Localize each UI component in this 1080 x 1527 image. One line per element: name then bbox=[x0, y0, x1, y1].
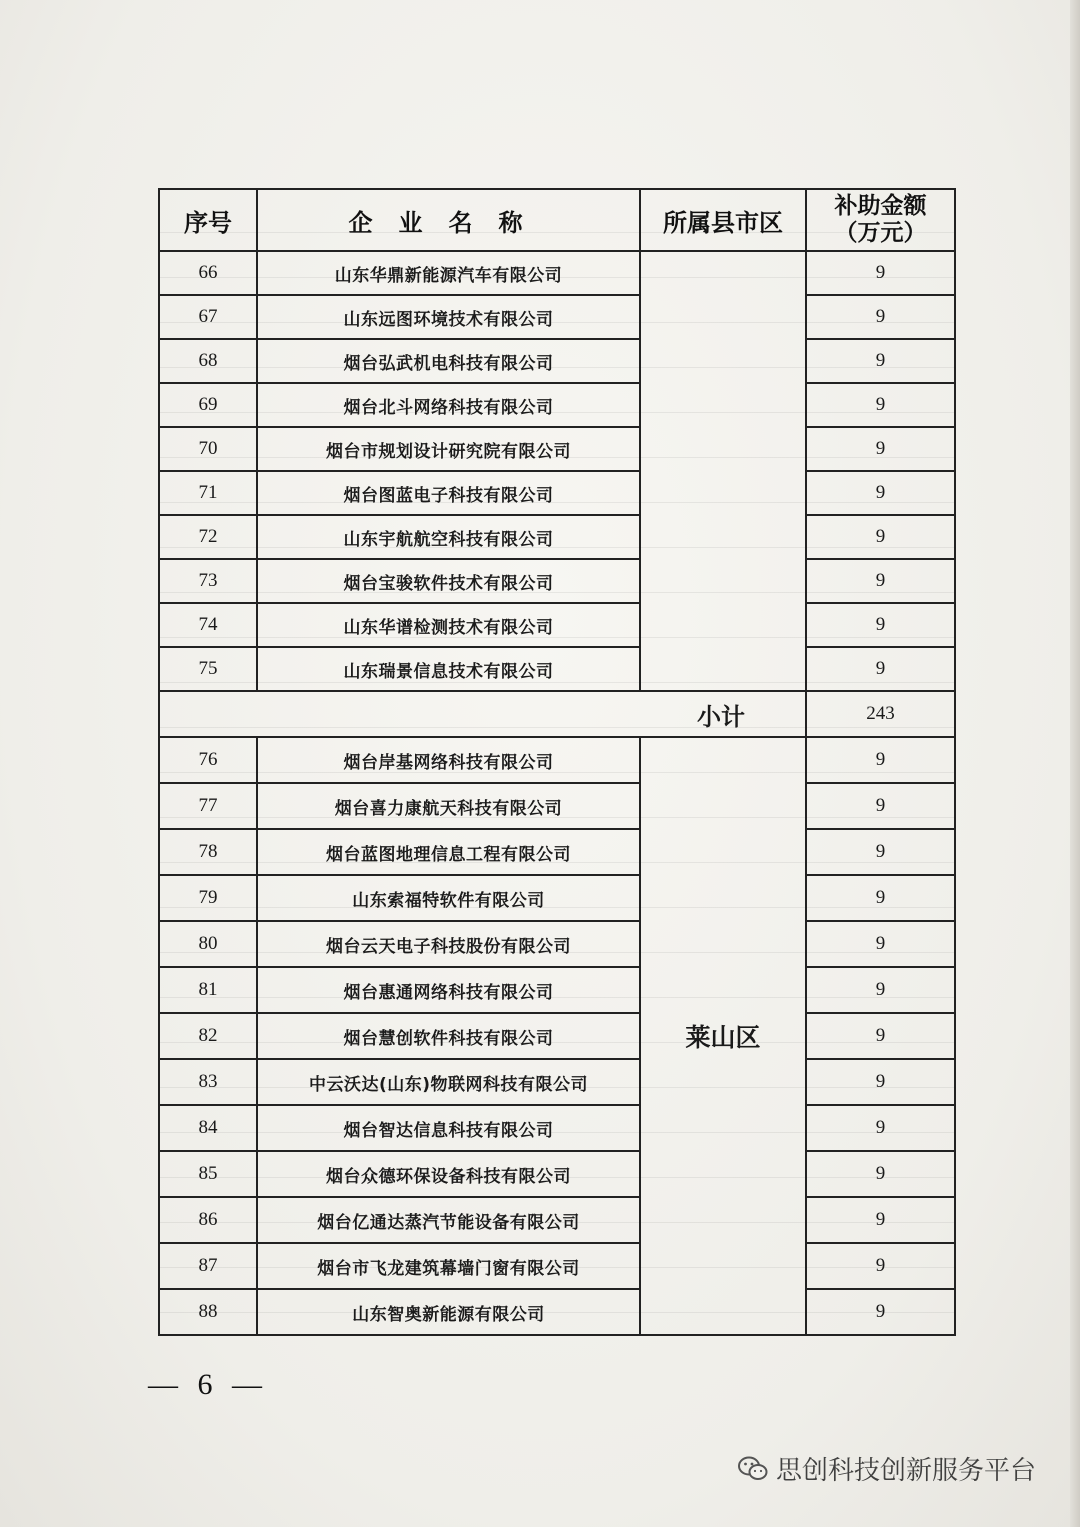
district-cell-laishan: 莱山区 bbox=[640, 737, 806, 1335]
row-amount: 9 bbox=[806, 967, 955, 1013]
table-row bbox=[159, 647, 955, 691]
table-row bbox=[159, 427, 955, 471]
table-row bbox=[159, 1151, 955, 1197]
subtotal-label: 小计 bbox=[257, 691, 806, 737]
page-gutter bbox=[1070, 0, 1080, 1527]
row-no: 70 bbox=[159, 427, 257, 471]
table-row bbox=[159, 1243, 955, 1289]
row-amount: 9 bbox=[806, 427, 955, 471]
row-no: 72 bbox=[159, 515, 257, 559]
row-amount: 9 bbox=[806, 1151, 955, 1197]
table-row bbox=[159, 1105, 955, 1151]
subtotal-amount: 243 bbox=[806, 691, 955, 737]
row-no: 80 bbox=[159, 921, 257, 967]
row-company-name: 山东华鼎新能源汽车有限公司 bbox=[257, 251, 640, 295]
watermark-text: 思创科技创新服务平台 bbox=[776, 1456, 1037, 1486]
table-row bbox=[159, 737, 955, 783]
row-no: 87 bbox=[159, 1243, 257, 1289]
table-row bbox=[159, 1197, 955, 1243]
row-company-name: 烟台云天电子科技股份有限公司 bbox=[257, 921, 640, 967]
row-no: 77 bbox=[159, 783, 257, 829]
row-amount: 9 bbox=[806, 875, 955, 921]
table-row bbox=[159, 783, 955, 829]
row-company-name: 烟台惠通网络科技有限公司 bbox=[257, 967, 640, 1013]
row-amount: 9 bbox=[806, 1289, 955, 1335]
row-company-name: 山东瑞景信息技术有限公司 bbox=[257, 647, 640, 691]
table-body bbox=[159, 251, 955, 1335]
row-amount: 9 bbox=[806, 829, 955, 875]
row-no: 76 bbox=[159, 737, 257, 783]
table-row bbox=[159, 603, 955, 647]
row-company-name: 烟台众德环保设备科技有限公司 bbox=[257, 1151, 640, 1197]
table-row bbox=[159, 383, 955, 427]
header-district: 所属县市区 bbox=[640, 189, 806, 251]
row-no: 69 bbox=[159, 383, 257, 427]
row-company-name: 山东智奥新能源有限公司 bbox=[257, 1289, 640, 1335]
row-company-name: 烟台图蓝电子科技有限公司 bbox=[257, 471, 640, 515]
row-amount: 9 bbox=[806, 603, 955, 647]
table-row bbox=[159, 921, 955, 967]
subsidy-table bbox=[158, 188, 956, 1336]
row-no: 88 bbox=[159, 1289, 257, 1335]
row-amount: 9 bbox=[806, 383, 955, 427]
row-company-name: 烟台市飞龙建筑幕墙门窗有限公司 bbox=[257, 1243, 640, 1289]
row-amount: 9 bbox=[806, 1059, 955, 1105]
row-company-name: 中云沃达(山东)物联网科技有限公司 bbox=[257, 1059, 640, 1105]
row-amount: 9 bbox=[806, 921, 955, 967]
row-no: 81 bbox=[159, 967, 257, 1013]
row-company-name: 烟台慧创软件科技有限公司 bbox=[257, 1013, 640, 1059]
row-no: 86 bbox=[159, 1197, 257, 1243]
table-row bbox=[159, 559, 955, 603]
row-amount: 9 bbox=[806, 1013, 955, 1059]
page-number: — 6 — bbox=[148, 1368, 268, 1401]
row-company-name: 烟台岸基网络科技有限公司 bbox=[257, 737, 640, 783]
row-no: 66 bbox=[159, 251, 257, 295]
row-company-name: 烟台喜力康航天科技有限公司 bbox=[257, 783, 640, 829]
row-company-name: 烟台弘武机电科技有限公司 bbox=[257, 339, 640, 383]
row-no: 79 bbox=[159, 875, 257, 921]
header-name: 企业名称 bbox=[257, 189, 640, 251]
row-company-name: 烟台智达信息科技有限公司 bbox=[257, 1105, 640, 1151]
row-amount: 9 bbox=[806, 737, 955, 783]
subtotal-row bbox=[159, 691, 955, 737]
row-company-name: 山东宇航航空科技有限公司 bbox=[257, 515, 640, 559]
header-amount-line1: 补助金额 bbox=[834, 193, 927, 219]
watermark bbox=[738, 1450, 1036, 1487]
table-row bbox=[159, 471, 955, 515]
table-row bbox=[159, 1013, 955, 1059]
row-company-name: 山东远图环境技术有限公司 bbox=[257, 295, 640, 339]
row-amount: 9 bbox=[806, 251, 955, 295]
row-company-name: 山东索福特软件有限公司 bbox=[257, 875, 640, 921]
header-no: 序号 bbox=[159, 189, 257, 251]
row-amount: 9 bbox=[806, 1243, 955, 1289]
row-no: 67 bbox=[159, 295, 257, 339]
row-no: 68 bbox=[159, 339, 257, 383]
table-row bbox=[159, 967, 955, 1013]
table-row bbox=[159, 515, 955, 559]
row-no: 71 bbox=[159, 471, 257, 515]
row-company-name: 烟台宝骏软件技术有限公司 bbox=[257, 559, 640, 603]
table-row bbox=[159, 875, 955, 921]
row-amount: 9 bbox=[806, 559, 955, 603]
row-amount: 9 bbox=[806, 647, 955, 691]
row-no: 78 bbox=[159, 829, 257, 875]
row-no: 82 bbox=[159, 1013, 257, 1059]
row-company-name: 烟台亿通达蒸汽节能设备有限公司 bbox=[257, 1197, 640, 1243]
wechat-icon bbox=[738, 1456, 768, 1482]
row-amount: 9 bbox=[806, 515, 955, 559]
table-row bbox=[159, 1059, 955, 1105]
row-amount: 9 bbox=[806, 783, 955, 829]
row-no: 75 bbox=[159, 647, 257, 691]
row-amount: 9 bbox=[806, 1197, 955, 1243]
table-row bbox=[159, 339, 955, 383]
table-header-row bbox=[159, 189, 955, 251]
row-no: 83 bbox=[159, 1059, 257, 1105]
header-amount bbox=[806, 189, 955, 251]
table-row bbox=[159, 251, 955, 295]
row-amount: 9 bbox=[806, 471, 955, 515]
row-company-name: 烟台蓝图地理信息工程有限公司 bbox=[257, 829, 640, 875]
table-row bbox=[159, 295, 955, 339]
row-amount: 9 bbox=[806, 295, 955, 339]
row-no: 85 bbox=[159, 1151, 257, 1197]
table-row bbox=[159, 829, 955, 875]
row-no: 84 bbox=[159, 1105, 257, 1151]
header-amount-line2: （万元） bbox=[834, 220, 927, 246]
district-cell-group1 bbox=[640, 251, 806, 691]
row-no: 74 bbox=[159, 603, 257, 647]
row-company-name: 烟台北斗网络科技有限公司 bbox=[257, 383, 640, 427]
row-company-name: 烟台市规划设计研究院有限公司 bbox=[257, 427, 640, 471]
row-no: 73 bbox=[159, 559, 257, 603]
subtotal-blank bbox=[159, 691, 257, 737]
row-amount: 9 bbox=[806, 1105, 955, 1151]
table-row bbox=[159, 1289, 955, 1335]
row-amount: 9 bbox=[806, 339, 955, 383]
row-company-name: 山东华谱检测技术有限公司 bbox=[257, 603, 640, 647]
